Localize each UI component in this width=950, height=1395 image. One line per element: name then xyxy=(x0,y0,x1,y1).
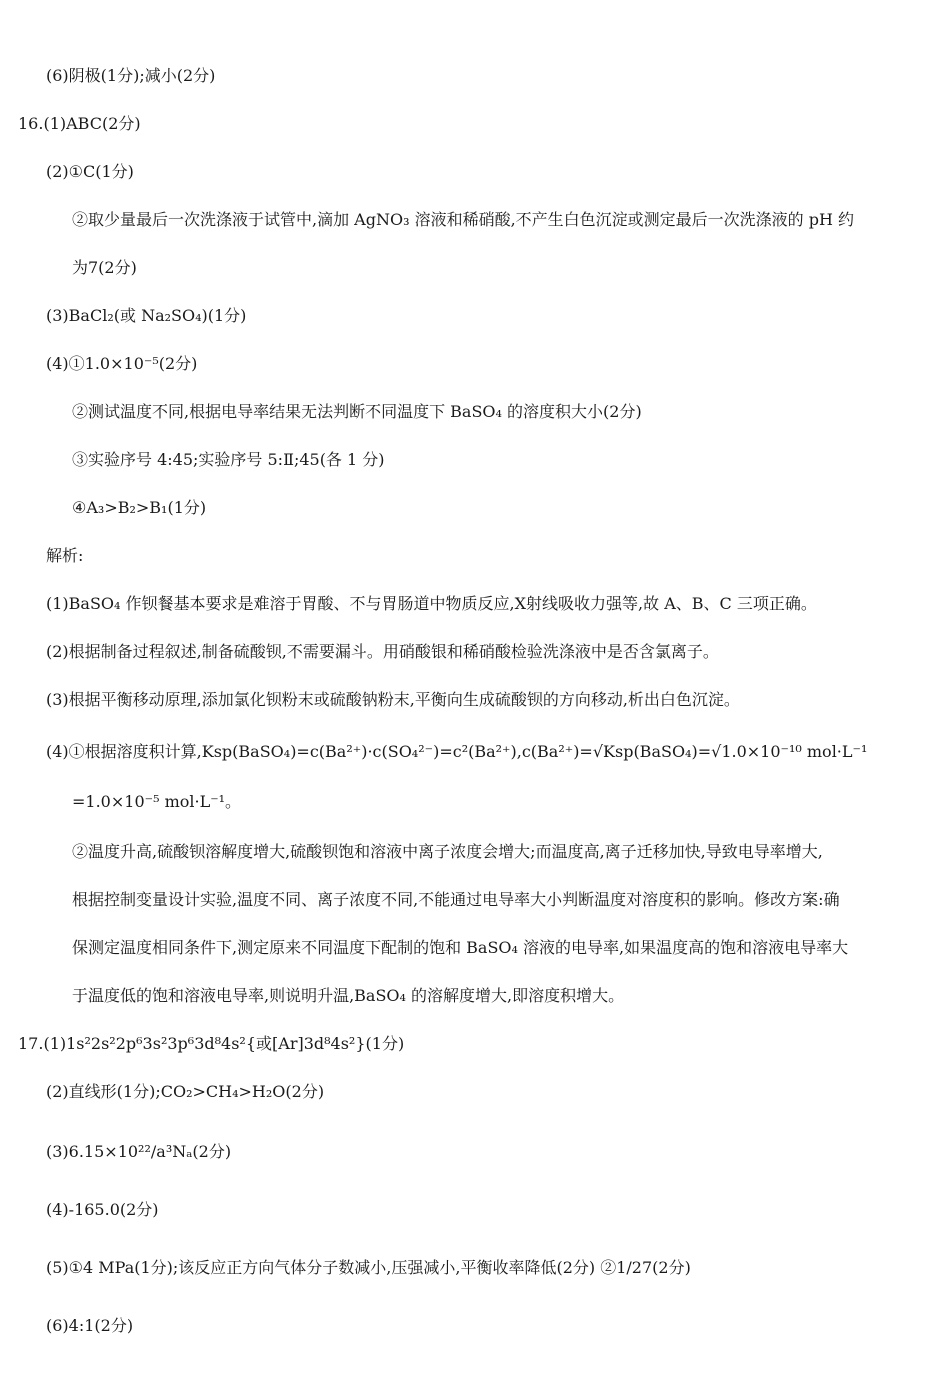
answer-16-2-2-line2: 为7(2分) xyxy=(72,258,137,277)
analysis-4-2-line1: ②温度升高,硫酸钡溶解度增大,硫酸钡饱和溶液中离子浓度会增大;而温度高,离子迁移加快,导致电导率增大, xyxy=(72,842,823,861)
answer-17-1: 17.(1)1s²2s²2p⁶3s²3p⁶3d⁸4s²{或[Ar]3d⁸4s²}(1分) xyxy=(18,1034,405,1053)
answer-17-2: (2)直线形(1分);CO₂>CH₄>H₂O(2分) xyxy=(46,1082,325,1101)
answer-16-2-2-line1: ②取少量最后一次洗涤液于试管中,滴加 AgNO₃ 溶液和稀硝酸,不产生白色沉淀或测定最后一次洗涤液的 pH 约 xyxy=(72,210,855,229)
analysis-4-2-line3: 保测定温度相同条件下,测定原来不同温度下配制的饱和 BaSO₄ 溶液的电导率,如果温度高的饱和溶液电导率大 xyxy=(72,938,849,957)
analysis-1: (1)BaSO₄ 作钡餐基本要求是难溶于胃酸、不与胃肠道中物质反应,X射线吸收力强等,故 A、B、C 三项正确。 xyxy=(46,594,817,613)
answer-15-6: (6)阴极(1分);减小(2分) xyxy=(46,66,216,85)
answer-16-4-4: ④A₃>B₂>B₁(1分) xyxy=(72,498,207,517)
analysis-4-1-line1: (4)①根据溶度积计算,Ksp(BaSO₄)=c(Ba²⁺)·c(SO₄²⁻)=c²(Ba²⁺),c(Ba²⁺)=√Ksp(BaSO₄)=√1.0×10⁻¹⁰ mol·L⁻¹ xyxy=(46,742,868,761)
analysis-2: (2)根据制备过程叙述,制备硫酸钡,不需要漏斗。用硝酸银和稀硝酸检验洗涤液中是否含氯离子。 xyxy=(46,642,719,661)
analysis-4-1-line2: =1.0×10⁻⁵ mol·L⁻¹。 xyxy=(72,792,242,811)
answer-16-3: (3)BaCl₂(或 Na₂SO₄)(1分) xyxy=(46,306,247,325)
analysis-4-2-line2: 根据控制变量设计实验,温度不同、离子浓度不同,不能通过电导率大小判断温度对溶度积的影响。修改方案:确 xyxy=(72,890,840,909)
analysis-3: (3)根据平衡移动原理,添加氯化钡粉末或硫酸钠粉末,平衡向生成硫酸钡的方向移动,析出白色沉淀。 xyxy=(46,690,740,709)
answer-17-6: (6)4:1(2分) xyxy=(46,1316,134,1335)
answer-17-5: (5)①4 MPa(1分);该反应正方向气体分子数减小,压强减小,平衡收率降低(2分) ②1/27(2分) xyxy=(46,1258,691,1277)
answer-16-2-1: (2)①C(1分) xyxy=(46,162,134,181)
answer-17-4: (4)-165.0(2分) xyxy=(46,1200,159,1219)
answer-17-3: (3)6.15×10²²/a³Nₐ(2分) xyxy=(46,1142,232,1161)
answer-16-4-1: (4)①1.0×10⁻⁵(2分) xyxy=(46,354,198,373)
analysis-4-2-line4: 于温度低的饱和溶液电导率,则说明升温,BaSO₄ 的溶解度增大,即溶度积增大。 xyxy=(72,986,625,1005)
answer-16-4-3: ③实验序号 4:45;实验序号 5:Ⅱ;45(各 1 分) xyxy=(72,450,385,469)
answer-16-4-2: ②测试温度不同,根据电导率结果无法判断不同温度下 BaSO₄ 的溶度积大小(2分) xyxy=(72,402,642,421)
analysis-heading: 解析: xyxy=(46,546,84,565)
answer-16-1: 16.(1)ABC(2分) xyxy=(18,114,141,133)
